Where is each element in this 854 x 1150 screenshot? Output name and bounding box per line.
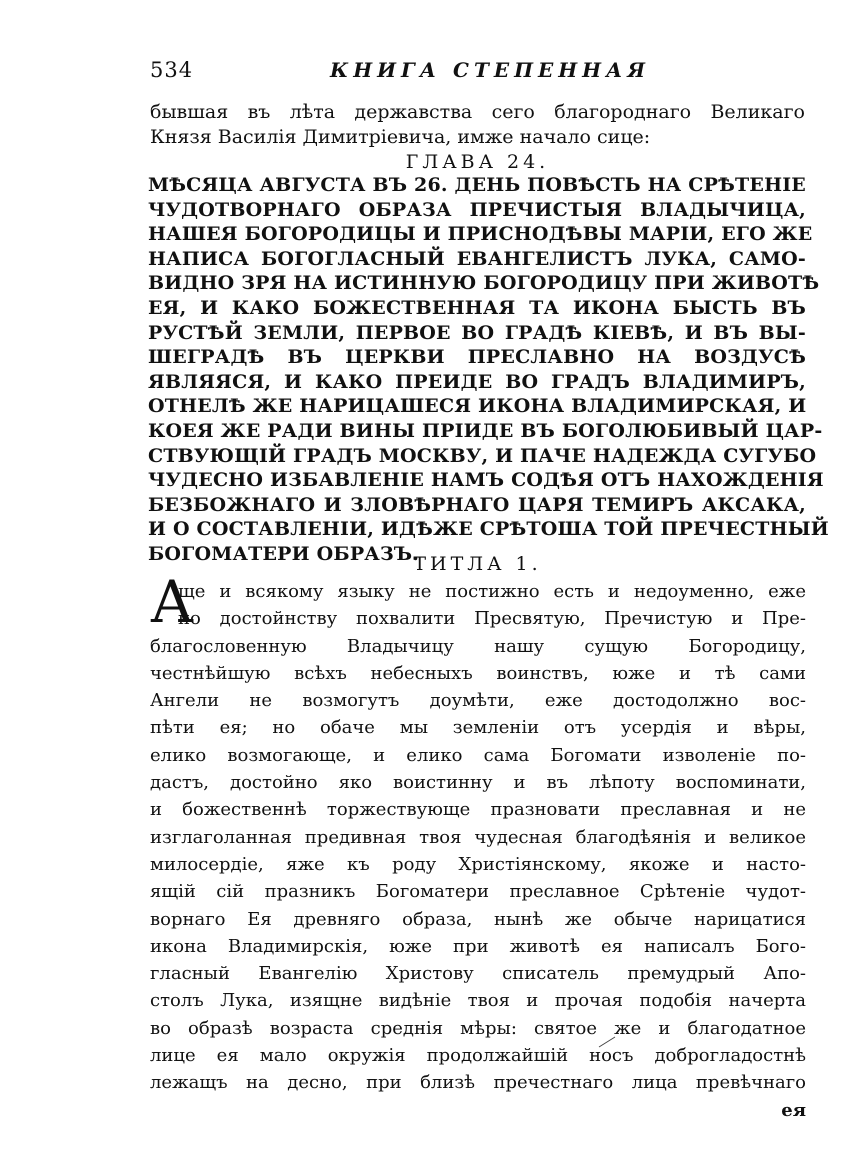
pen-stroke-mark xyxy=(598,1036,616,1048)
page-header xyxy=(150,58,810,88)
body-line: Ангели не возмогутъ доумѣти, еже достодолжно вос- xyxy=(150,690,806,712)
body-line: лежащъ на десно, при близѣ пречестнаго лица превѣчнаго xyxy=(150,1072,806,1094)
heading-line: ШЕГРАДѢ ВЪ ЦЕРКВИ ПРЕСЛАВНО НА ВОЗДУСѢ xyxy=(148,346,806,369)
body-line: елико возмогающе, и елико сама Богомати изволеніе по- xyxy=(150,744,806,766)
chapter-label: ГЛАВА 24. xyxy=(405,151,550,173)
chapter-heading xyxy=(148,173,829,567)
heading-line: ВИДНО ЗРЯ НА ИСТИННУЮ БОГОРОДИЦУ ПРИ ЖИВОТѢ xyxy=(148,272,820,295)
heading-line: ЯВЛЯЯСЯ, И КАКО ПРЕИДЕ ВО ГРАДЪ ВЛАДИМИРЪ, xyxy=(148,370,806,393)
heading-line: ЧУДОТВОРНАГО ОБРАЗА ПРЕЧИСТЫЯ ВЛАДЫЧИЦА, xyxy=(148,198,806,221)
body-line: дастъ, достойно яко воистинну и въ лѣпоту воспоминати, xyxy=(150,772,806,794)
heading-line: ЕЯ, И КАКО БОЖЕСТВЕННАЯ ТА ИКОНА БЫСТЬ ВЪ xyxy=(148,296,806,319)
body-line: ящій сій празникъ Богоматери преславное Срѣтеніе чудот- xyxy=(150,881,806,903)
heading-line: БЕЗБОЖНАГО И ЗЛОВѢРНАГО ЦАРЯ ТЕМИРЪ АКСАКА, xyxy=(148,493,806,516)
body-line: честнѣйшую всѣхъ небесныхъ воинствъ, юже и тѣ сами xyxy=(150,662,806,684)
body-line: благословенную Владычицу нашу сущую Богородицу, xyxy=(150,635,806,657)
heading-line: БОГОМАТЕРИ ОБРАЗЪ. xyxy=(148,542,420,565)
intro-paragraph xyxy=(150,100,805,150)
body-line: икона Владимирскія, юже при животѣ ея написалъ Бого- xyxy=(150,935,806,957)
heading-line: СТВУЮЩІЙ ГРАДЪ МОСКВУ, И ПАЧЕ НАДЕЖДА СУГУБО xyxy=(148,444,817,467)
body-line: во образѣ возраста среднія мѣры: святое же и благодатное xyxy=(150,1017,806,1039)
body-line: ще и всякому языку не постижно есть и недоуменно, еже xyxy=(178,581,806,602)
body-text xyxy=(150,578,806,1124)
body-line: и божественнѣ торжествующе празновати преславная и не xyxy=(150,799,806,821)
drop-cap: А xyxy=(150,568,194,636)
heading-line: ЧУДЕСНО ИЗБАВЛЕНІЕ НАМЪ СОДѢЯ ОТЪ НАХОЖДЕНІЯ xyxy=(148,469,824,492)
heading-line: МѢСЯЦА АВГУСТА ВЪ 26. ДЕНЬ ПОВѢСТЬ НА СРѢТЕНІЕ xyxy=(148,174,806,196)
intro-line: Князя Василія Димитріевича, имже начало сице: xyxy=(150,126,651,148)
body-line: пѣти ея; но обаче мы земленіи отъ усердія и вѣры, xyxy=(150,717,806,739)
body-line: гласный Евангелію Христову списатель премудрый Апо- xyxy=(150,963,806,985)
heading-line: ОТНЕЛѢ ЖЕ НАРИЦАШЕСЯ ИКОНА ВЛАДИМИРСКАЯ, И xyxy=(148,395,807,418)
section-label: ТИТЛА 1. xyxy=(413,553,542,575)
heading-line: НАПИСА БОГОГЛАСНЫЙ ЕВАНГЕЛИСТЪ ЛУКА, САМО- xyxy=(148,247,806,270)
body-line: по достойнству похвалити Пресвятую, Пречистую и Пре- xyxy=(178,608,806,630)
page-number: 534 xyxy=(150,58,194,82)
intro-line: бывшая въ лѣта державства сего благороднаго Великаго xyxy=(150,101,805,123)
body-line: столъ Лука, изящне видѣніе твоя и прочая подобія начерта xyxy=(150,990,806,1012)
body-line: изглаголанная предивная твоя чудесная благодѣянія и великое xyxy=(150,826,806,848)
body-line: милосердіе, яже къ роду Христіянскому, якоже и насто- xyxy=(150,853,806,875)
body-line: лице ея мало окружія продолжайшій носъ доброгладостнѣ xyxy=(150,1045,806,1067)
heading-line: КОЕЯ ЖЕ РАДИ ВИНЫ ПРІИДЕ ВЪ БОГОЛЮБИВЫЙ ЦАР- xyxy=(148,419,823,442)
body-line: ворнаго Ея древняго образа, нынѣ же обыче нарицатися xyxy=(150,908,806,930)
heading-line: РУСТѢЙ ЗЕМЛИ, ПЕРВОЕ ВО ГРАДѢ КІЕВѢ, И ВЪ ВЫ- xyxy=(148,321,806,344)
catchword: ея xyxy=(781,1099,806,1121)
running-title: КНИГА СТЕПЕННАЯ xyxy=(330,58,650,82)
heading-line: НАШЕЯ БОГОРОДИЦЫ И ПРИСНОДѢВЫ МАРІИ, ЕГО ЖЕ xyxy=(148,223,813,246)
heading-line: И О СОСТАВЛЕНІИ, ИДѢЖЕ СРѢТОША ТОЙ ПРЕЧЕСТНЫЙ xyxy=(148,518,829,541)
